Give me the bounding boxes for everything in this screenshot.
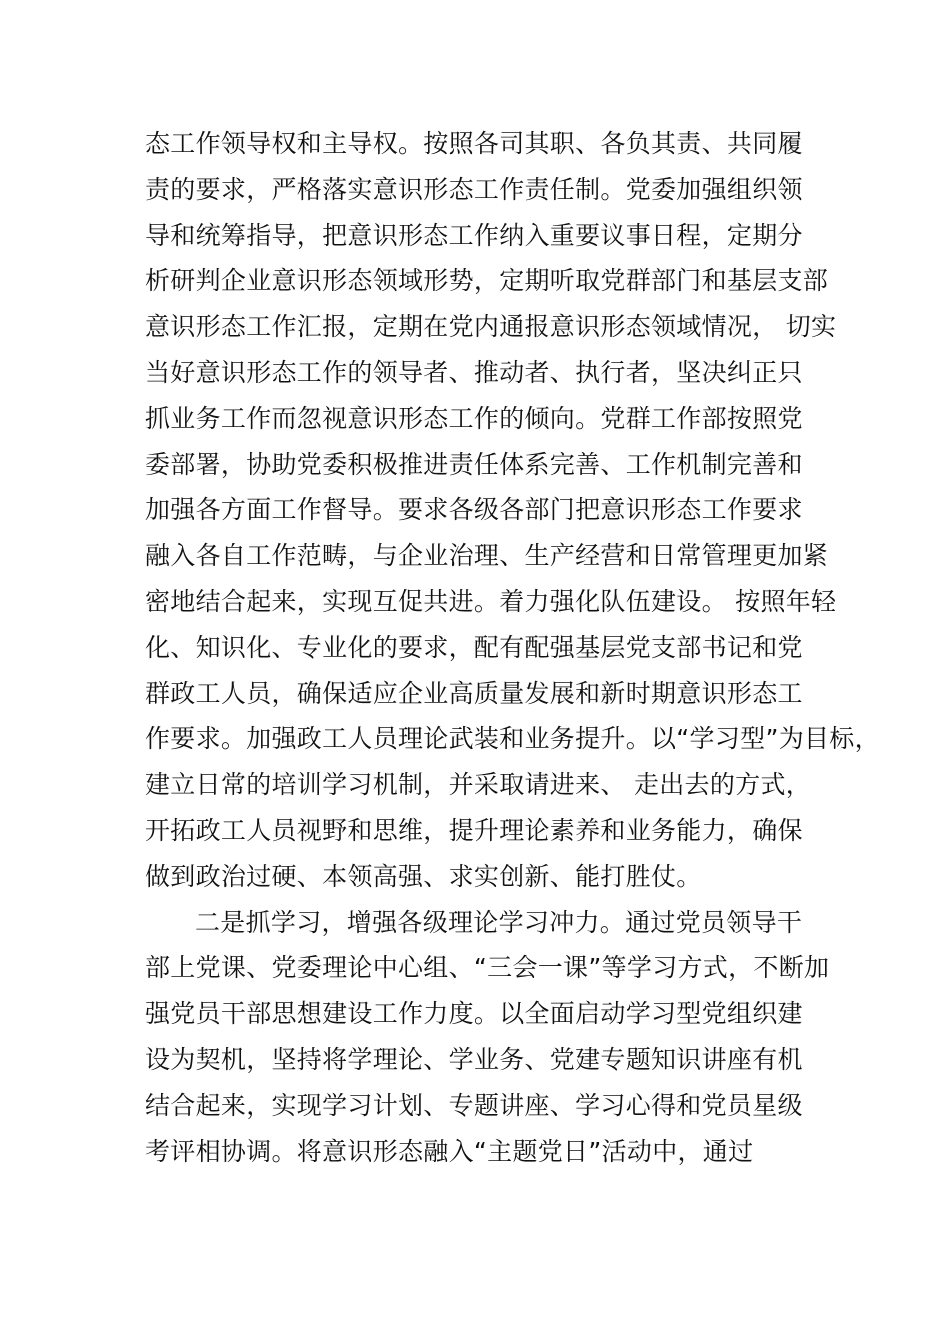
text-line: 二是抓学习，增强各级理论学习冲力。通过党员领导干 bbox=[195, 907, 803, 937]
text-line: 建立日常的培训学习机制，并采取请进来、 走出去的方式， bbox=[145, 770, 812, 800]
text-line: 设为契机，坚持将学理论、学业务、党建专题知识讲座有机 bbox=[145, 1044, 803, 1074]
paragraph-2 bbox=[145, 900, 845, 1175]
paragraph-1 bbox=[145, 121, 880, 900]
text-line: 作要求。加强政工人员理论武装和业务提升。以“学习型”为目标， bbox=[145, 724, 880, 754]
body-text bbox=[145, 121, 880, 1174]
text-line: 析研判企业意识形态领域形势，定期听取党群部门和基层支部 bbox=[145, 266, 829, 296]
text-line: 结合起来，实现学习计划、专题讲座、学习心得和党员星级 bbox=[145, 1090, 803, 1120]
text-line: 考评相协调。将意识形态融入“主题党日”活动中，通过 bbox=[145, 1136, 754, 1166]
text-line: 部上党课、党委理论中心组、“三会一课”等学习方式，不断加 bbox=[145, 953, 830, 983]
text-line: 态工作领导权和主导权。按照各司其职、各负其责、共同履 bbox=[145, 129, 803, 158]
text-line: 抓业务工作而忽视意识形态工作的倾向。党群工作部按照党 bbox=[145, 403, 803, 433]
text-line: 密地结合起来，实现互促共进。着力强化队伍建设。 按照年轻 bbox=[145, 586, 837, 616]
text-line: 开拓政工人员视野和思维，提升理论素养和业务能力，确保 bbox=[145, 815, 803, 845]
text-line: 融入各自工作范畴，与企业治理、生产经营和日常管理更加紧 bbox=[145, 541, 829, 571]
text-line: 责的要求，严格落实意识形态工作责任制。党委加强组织领 bbox=[145, 174, 803, 204]
text-line: 加强各方面工作督导。要求各级各部门把意识形态工作要求 bbox=[145, 495, 803, 525]
text-line: 做到政治过硬、本领高强、求实创新、能打胜仗。 bbox=[145, 861, 702, 891]
text-line: 委部署，协助党委积极推进责任体系完善、工作机制完善和 bbox=[145, 449, 803, 479]
text-line: 群政工人员，确保适应企业高质量发展和新时期意识形态工 bbox=[145, 678, 803, 708]
text-line: 意识形态工作汇报，定期在党内通报意识形态领域情况， 切实 bbox=[145, 312, 837, 342]
text-line: 强党员干部思想建设工作力度。以全面启动学习型党组织建 bbox=[145, 999, 803, 1029]
text-line: 化、知识化、专业化的要求，配有配强基层党支部书记和党 bbox=[145, 632, 803, 662]
text-line: 当好意识形态工作的领导者、推动者、执行者，坚决纠正只 bbox=[145, 357, 803, 387]
text-line: 导和统筹指导，把意识形态工作纳入重要议事日程，定期分 bbox=[145, 220, 803, 250]
